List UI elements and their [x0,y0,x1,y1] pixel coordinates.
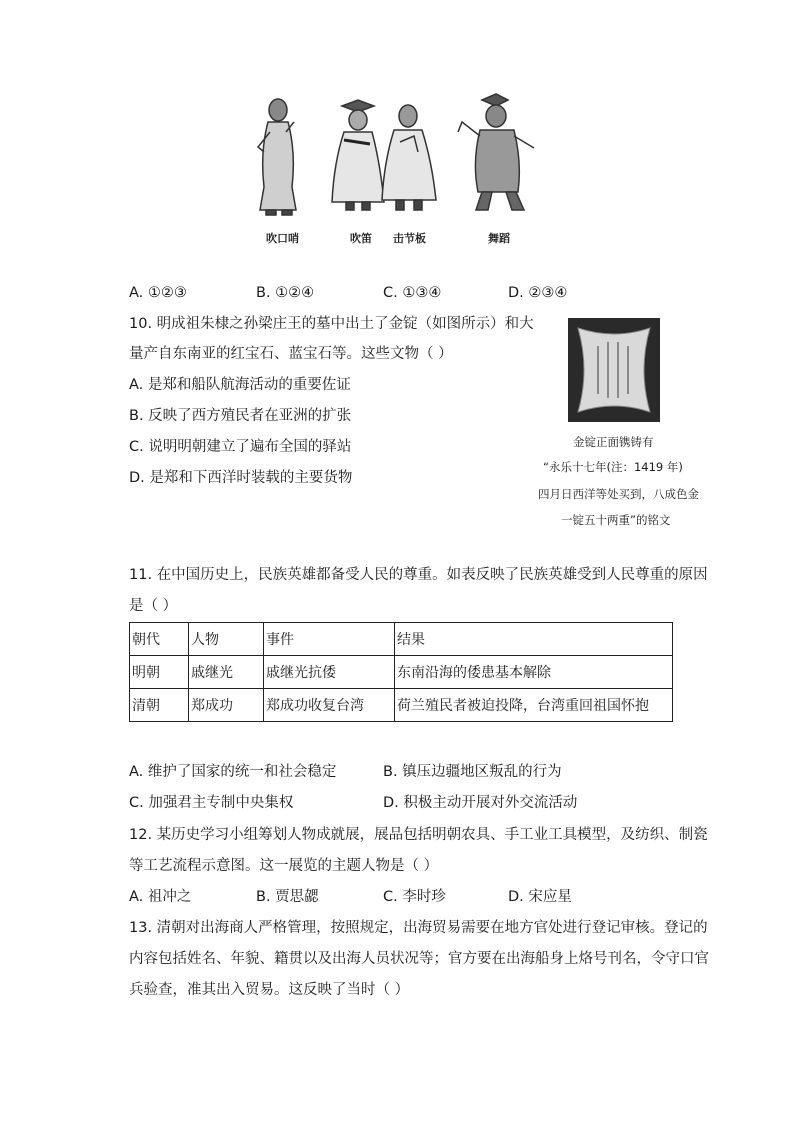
figurine-3 [382,105,436,210]
q10-option-a: A. 是郑和船队航海活动的重要佐证 [129,377,351,393]
table-cell: 郑成功收复台湾 [264,689,395,722]
table-cell: 明朝 [130,656,189,689]
table-cell: 戚继光抗倭 [264,656,395,689]
q10-stem-line2: 量产自东南亚的红宝石、蓝宝石等。这些文物（ ） [129,346,453,362]
table-row [130,689,673,722]
table-cell: 清朝 [130,689,189,722]
q9-option-a: A. ①②③ [129,285,187,301]
figure-caption-3: 击节板 [393,232,426,245]
q13-stem-line1: 13. 清朝对出海商人严格管理，按照规定，出海贸易需要在地方官处进行登记审核。登记的 [129,920,708,936]
q10-option-b: B. 反映了西方殖民者在亚洲的扩张 [129,408,352,424]
figure-caption-1: 吹口哨 [266,232,299,245]
q11-stem-line1: 11. 在中国历史上，民族英雄都备受人民的尊重。如表反映了民族英雄受到人民尊重的原因 [129,567,708,583]
q12-option-d: D. 宋应星 [508,889,572,905]
table-cell: 东南沿海的倭患基本解除 [395,656,673,689]
q11-option-a: A. 维护了国家的统一和社会稳定 [129,764,337,780]
q12-option-c: C. 李时珍 [383,889,446,905]
table-cell: 荷兰殖民者被迫投降，台湾重回祖国怀抱 [395,689,673,722]
table-header-cell: 人物 [189,623,264,656]
q11-option-d: D. 积极主动开展对外交流活动 [383,795,578,811]
table-cell: 戚继光 [189,656,264,689]
q12-option-a: A. 祖冲之 [129,889,192,905]
table-header-cell: 朝代 [130,623,189,656]
q10-option-d: D. 是郑和下西洋时装载的主要货物 [129,470,353,486]
q11-option-c: C. 加强君主专制中央集权 [129,795,294,811]
table-cell: 郑成功 [189,689,264,722]
q11-option-b: B. 镇压边疆地区叛乱的行为 [383,764,562,780]
table-row [130,656,673,689]
table-header-cell: 事件 [264,623,395,656]
figurines-image [250,92,550,222]
figurine-4 [458,94,534,210]
ingot-caption-line3: 四月日西洋等处买到，八成色金 [538,487,699,501]
table-header-cell: 结果 [395,623,673,656]
q12-stem-line1: 12. 某历史学习小组筹划人物成就展，展品包括明朝农具、手工业工具模型，及纺织、制瓷 [129,827,708,843]
gold-ingot-image [568,318,660,422]
q10-stem-line1: 10. 明成祖朱棣之孙梁庄王的墓中出土了金锭（如图所示）和大 [129,316,534,332]
q13-stem-line2: 内容包括姓名、年貌、籍贯以及出海人员状况等；官方要在出海船身上烙号刊名，令守口官 [129,951,709,967]
figurine-1 [258,99,296,215]
ingot-caption-line4: 一锭五十两重”的铭文 [561,513,671,527]
q11-stem-line2: 是（ ） [129,598,178,614]
figure-caption-4: 舞蹈 [488,232,510,245]
figure-caption-2: 吹笛 [350,232,372,245]
q12-option-b: B. 贾思勰 [256,889,319,905]
q9-option-c: C. ①③④ [383,285,442,301]
ingot-caption-line1: 金锭正面镌铸有 [573,435,654,449]
ingot-caption-line2: “永乐十七年(注：1419 年) [543,460,683,474]
figurine-2 [332,100,384,210]
table-header-row [130,623,673,656]
q13-stem-line3: 兵验查，准其出入贸易。这反映了当时（ ） [129,982,410,998]
q9-option-b: B. ①②④ [256,285,315,301]
heroes-table [129,622,673,722]
q10-option-c: C. 说明明朝建立了遍布全国的驿站 [129,439,352,455]
q12-stem-line2: 等工艺流程示意图。这一展览的主题人物是（ ） [129,858,439,874]
q9-option-d: D. ②③④ [508,285,568,301]
